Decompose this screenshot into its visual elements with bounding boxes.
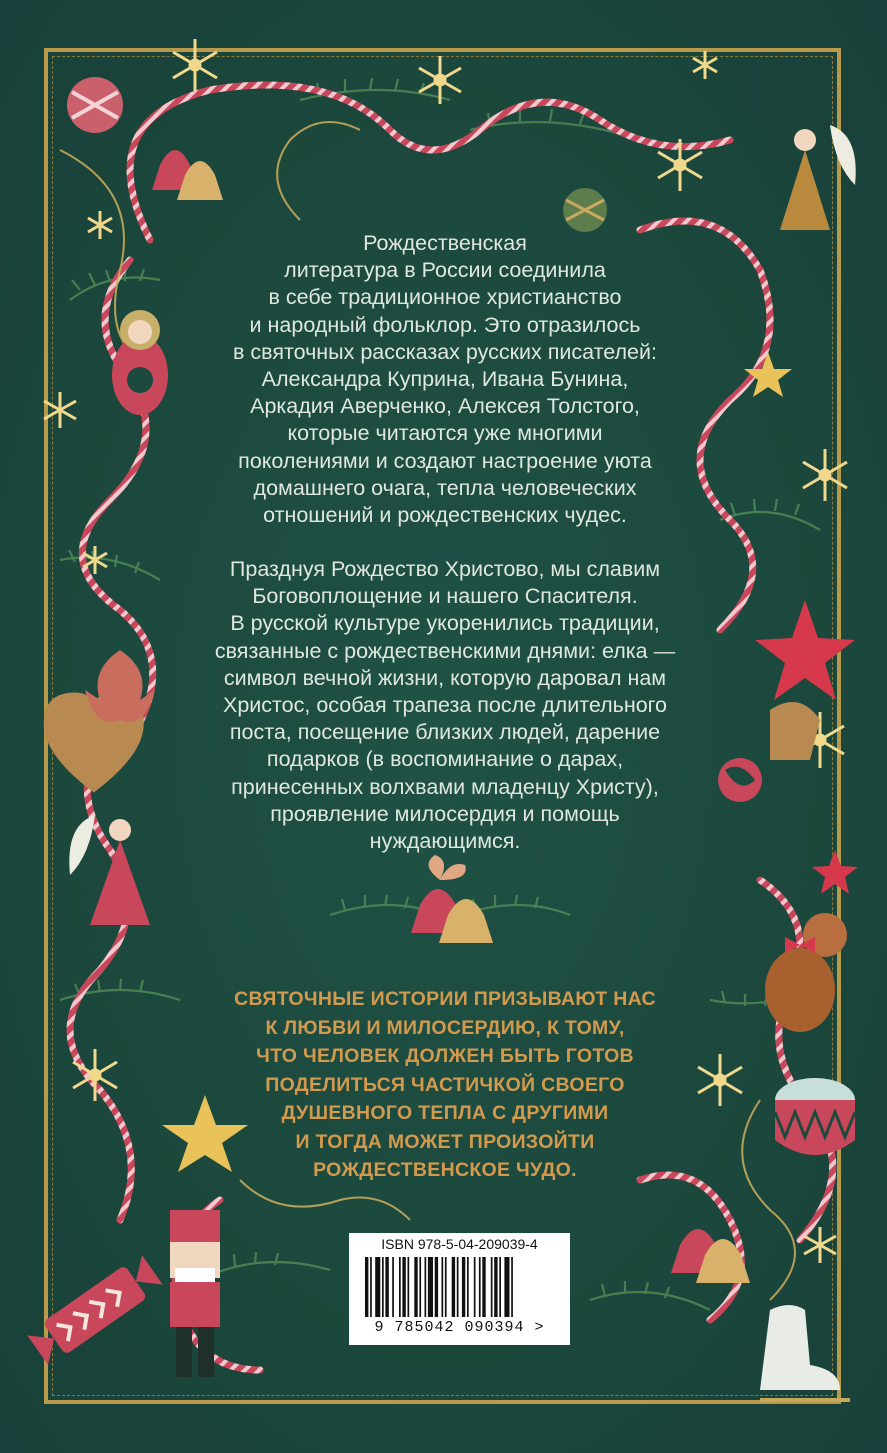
- traditions-paragraph: [210, 556, 680, 855]
- candy-cane-swirl: [70, 720, 131, 1220]
- text-line: Рождественская: [363, 231, 527, 255]
- quote-line: РОЖДЕСТВЕНСКОЕ ЧУДО.: [313, 1159, 577, 1181]
- isbn-label: ISBN 978-5-04-209039-4: [381, 1236, 538, 1252]
- text-line: В русской культуре укоренились традиции,: [230, 611, 660, 636]
- text-line: Аркадия Аверченко, Алексея Толстого,: [250, 394, 640, 419]
- highlight-quote: [200, 985, 690, 1185]
- nutcracker-icon: [170, 1210, 220, 1377]
- text-line: Боговоплощение и нашего Спасителя.: [252, 584, 638, 609]
- quote-line: ЧТО ЧЕЛОВЕК ДОЛЖЕН БЫТЬ ГОТОВ: [256, 1045, 634, 1067]
- text-line: которые читаются уже многими: [287, 421, 603, 446]
- text-line: символ вечной жизни, которую даровал нам: [223, 665, 667, 690]
- drum-icon: [775, 1078, 855, 1155]
- text-line: домашнего очага, тепла человеческих: [253, 475, 637, 500]
- barcode-bars: [365, 1257, 555, 1317]
- text-line: поста, посещение близких людей, дарение: [229, 720, 661, 745]
- candy-cane-swirl: [130, 85, 730, 240]
- text-line: Александра Куприна, Ивана Бунина,: [261, 367, 629, 392]
- text-line: связанные с рождественскими днями: елка —: [214, 638, 676, 663]
- text-line: проявление милосердия и помощь: [270, 801, 620, 826]
- text-line: отношений и рождественских чудес.: [263, 503, 627, 528]
- text-line: в святочных рассказах русских писателей:: [233, 339, 657, 364]
- quote-line: И ТОГДА МОЖЕТ ПРОИЗОЙТИ: [295, 1130, 595, 1153]
- quote-line: К ЛЮБВИ И МИЛОСЕРДИЮ, К ТОМУ,: [265, 1016, 625, 1039]
- text-line: принесенных волхвами младенцу Христу),: [231, 774, 659, 799]
- quote-line: ДУШЕВНОГО ТЕПЛА С ДРУГИМИ: [281, 1102, 609, 1124]
- skate-icon: [760, 1305, 850, 1400]
- text-line: подарков (в воспоминание о дарах,: [266, 747, 624, 772]
- teddy-bear-icon: [765, 913, 847, 1032]
- matryoshka-icon: [112, 310, 168, 415]
- text-line: Празднуя Рождество Христово, мы славим: [229, 557, 661, 581]
- intro-paragraph: [210, 230, 680, 529]
- candy-icon: [26, 1253, 164, 1366]
- quote-line: ПОДЕЛИТЬСЯ ЧАСТИЧКОЙ СВОЕГО: [265, 1073, 625, 1096]
- bird-ornament-icon: [85, 650, 155, 722]
- text-line: Христос, особая трапеза после длительного: [223, 693, 667, 718]
- barcode-digits: 9 785042 090394 >: [374, 1319, 545, 1336]
- text-line: нуждающимся.: [369, 829, 521, 854]
- text-line: в себе традиционное христианство: [268, 285, 622, 310]
- text-line: литература в России соединила: [284, 258, 606, 283]
- text-line: и народный фольклор. Это отразилось: [249, 312, 641, 337]
- quote-line: СВЯТОЧНЫЕ ИСТОРИИ ПРИЗЫВАЮТ НАС: [234, 988, 656, 1010]
- isbn-barcode: [349, 1233, 570, 1345]
- text-line: поколениями и создают настроение уюта: [238, 448, 652, 473]
